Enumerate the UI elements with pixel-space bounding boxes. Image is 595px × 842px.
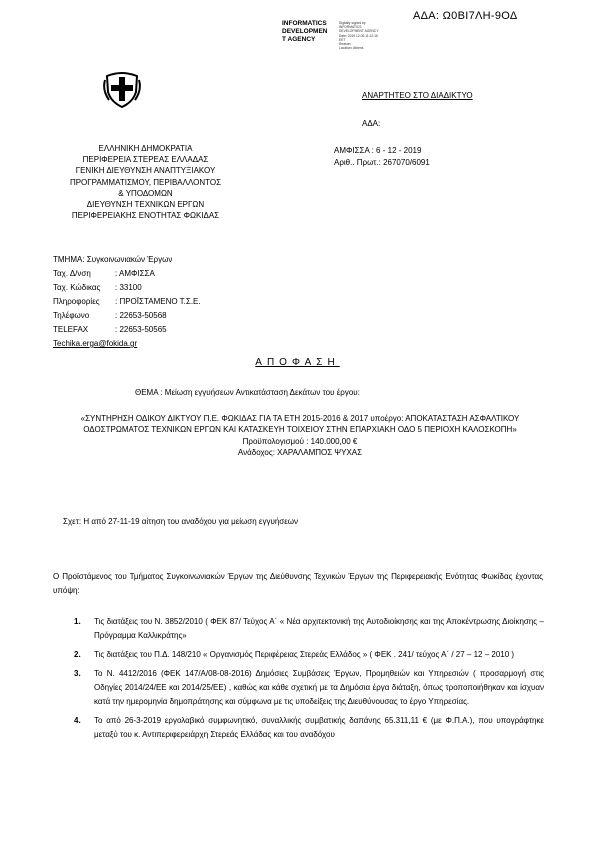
field-value: : 22653-50568 bbox=[115, 311, 167, 320]
item-number: 3. bbox=[74, 669, 81, 678]
authority-line: ΕΛΛΗΝΙΚΗ ΔΗΜΟΚΡΑΤΙΑ bbox=[98, 144, 193, 153]
protocol-number: Αριθ.. Πρωτ.: 267070/6091 bbox=[334, 157, 430, 167]
reference-line: Σχετ: Η από 27-11-19 αίτηση του αναδόχου για μείωση εγγυήσεων bbox=[63, 517, 299, 526]
field-key: Πληροφορίες bbox=[53, 297, 100, 306]
signature-line: INFORMATICS bbox=[282, 20, 327, 27]
signature-detail: Digitally signed by bbox=[339, 21, 366, 25]
signature-line: DEVELOPMEN bbox=[282, 28, 328, 35]
ada-label: ΑΔΑ: bbox=[362, 119, 381, 128]
document-meta bbox=[334, 145, 430, 168]
item-text: Τις διατάξεις του Π.Δ. 148/210 « Οργανισμός Περιφέρειας Στερεάς Ελλάδος » ( ΦΕΚ . 241/ τεύχος Α΄ / 27 – 12 – 2010 ) bbox=[94, 650, 515, 659]
signature-detail: INFORMATICS bbox=[339, 25, 362, 30]
ada-code-top: ΑΔΑ: Ω0ΒΙ7ΛΗ-9ΟΔ bbox=[413, 10, 518, 22]
info-row bbox=[53, 295, 201, 309]
subject-line: ΘΕΜΑ : Μείωση εγγυήσεων Αντικατάσταση Δεκάτων του έργου: bbox=[135, 388, 360, 397]
field-value: : ΠΡΟΪΣΤΑΜΕΝΟ Τ.Σ.Ε. bbox=[115, 297, 201, 306]
department-name: ΤΜΗΜΑ: Συγκοινωνιακών Έργων bbox=[53, 255, 173, 264]
email-link[interactable]: Techika.erga@fokida.gr bbox=[53, 339, 138, 348]
authority-line: ΔΙΕΥΘΥΝΣΗ ΤΕΧΝΙΚΩΝ ΕΡΓΩΝ bbox=[86, 200, 205, 210]
project-description bbox=[55, 413, 545, 459]
field-value: : 33100 bbox=[115, 283, 142, 292]
signature-detail: Reason: bbox=[339, 42, 352, 47]
signature-detail: EET bbox=[339, 37, 346, 42]
field-key: TELEFAX bbox=[53, 325, 89, 334]
place-date: ΑΜΦΙΣΣΑ : 6 - 12 - 2019 bbox=[334, 146, 422, 155]
field-key: Τηλέφωνο bbox=[53, 311, 90, 320]
fax-row bbox=[53, 323, 201, 337]
greek-emblem-icon bbox=[103, 68, 141, 113]
item-number: 1. bbox=[74, 617, 81, 626]
signature-line: T AGENCY bbox=[282, 36, 316, 43]
item-text: Το Ν. 4412/2016 (ΦΕΚ 147/Α/08-08-2016) Δημόσιες Συμβάσεις Έργων, Προμηθειών και Υπηρεσιών ( προσαρμογή στις Οδηγίες 2014/24/ΕΕ και 2014/25/ΕΕ) , καθώς και κάθε σχετική με τα Δημόσια έργα διάταξη, όπως τροποποιήθηκαν και ίσχυαν κατά την ημερομηνία δημοπράτησης και σύμφωνα με τις υποδείξεις της Διευθύνουσας το έργο Υπηρεσίας. bbox=[94, 669, 544, 706]
field-key: Ταχ. Κώδικας bbox=[53, 283, 101, 292]
intro-paragraph: Ο Προϊστάμενος του Τμήματος Συγκοινωνιακών Έργων της Διεύθυνσης Τεχνικών Έργων της Περιφερειακής Ενότητας Φωκίδας έχοντας υπόψη: bbox=[53, 572, 543, 595]
postal-code-row bbox=[53, 281, 201, 295]
project-budget: Προϋπολογισμού : 140.000,00 € bbox=[242, 436, 358, 446]
issuing-authority bbox=[40, 143, 251, 221]
field-key: Ταχ. Δ/νση bbox=[53, 269, 91, 278]
authority-line: & ΥΠΟΔΟΜΩΝ bbox=[118, 188, 173, 198]
authority-line: ΠΕΡΙΦΕΡΕΙΑΚΗΣ ΕΝΟΤΗΤΑΣ ΦΩΚΙΔΑΣ bbox=[71, 211, 220, 221]
field-value: : 22653-50565 bbox=[115, 325, 167, 334]
signature-detail: Location: Athens bbox=[339, 46, 364, 51]
project-title: «ΣΥΝΤΗΡΗΣΗ ΟΔΙΚΟΥ ΔΙΚΤΥΟΥ Π.Ε. ΦΩΚΙΔΑΣ ΓΙΑ ΤΑ ΕΤΗ 2015-2016 & 2017 υποέργο: ΑΠΟΚΑΤΑΣΤΑΣΗ ΑΣΦΑΛΤΙΚΟΥ ΟΔΟΣΤΡΩΜΑΤΟΣ ΤΕΧΝΙΚΩΝ ΕΡΓΩΝ ΚΑΙ ΚΑΤΑΣΚΕΥΗ ΤΟΙΧΕΙΟΥ ΣΤΗΝ ΕΠΑΡΧΙΑΚΗ ΟΔΟ 5 ΠΕΡΙΟΧΗ ΚΑΛΟΣΚΟΠΗ» bbox=[80, 414, 520, 435]
phone-row bbox=[53, 309, 201, 323]
project-contractor: Ανάδοχος: ΧΑΡΑΛΑΜΠΟΣ ΨΥΧΑΣ bbox=[237, 448, 363, 458]
authority-line: ΠΕΡΙΦΕΡΕΙΑ ΣΤΕΡΕΑΣ ΕΛΛΑΔΑΣ bbox=[82, 155, 209, 165]
address-row bbox=[53, 267, 201, 281]
field-value: : ΑΜΦΙΣΣΑ bbox=[115, 269, 155, 278]
signature-detail: Date: 2019.12.06 11:12:16 bbox=[339, 33, 378, 38]
list-item bbox=[74, 615, 544, 643]
department-info bbox=[53, 253, 201, 351]
item-text: Το από 26-3-2019 εργολαβικό συμφωνητικό, συναλλικής συμβατικής δαπάνης 65.311,11 € (με Φ.Π.Α.), που υπογράφτηκε μεταξύ του κ. Αντιπεριφερειάρχη Στερεάς Ελλάδας και του αναδόχου bbox=[94, 716, 544, 739]
signature-agency-name bbox=[282, 20, 328, 44]
document-title: ΑΠΟΦΑΣΗ bbox=[255, 357, 340, 368]
item-number: 2. bbox=[74, 650, 81, 659]
list-item bbox=[74, 648, 544, 662]
considerations-list bbox=[74, 615, 544, 747]
signature-detail: DEVELOPMENT AGENCY bbox=[339, 29, 379, 34]
item-number: 4. bbox=[74, 716, 81, 725]
list-item bbox=[74, 667, 544, 709]
authority-line: ΠΡΟΓΡΑΜΜΑΤΙΣΜΟΥ, ΠΕΡΙΒΑΛΛΟΝΤΟΣ bbox=[69, 177, 222, 187]
digital-signature-details bbox=[339, 21, 379, 50]
item-text: Τις διατάξεις του Ν. 3852/2010 ( ΦΕΚ 87/ Τεύχος Α΄ « Νέα αρχιτεκτονική της Αυτοδιοίκησης και της Αποκέντρωσης Διοίκησης – Πρόγραμμα Καλλικράτης» bbox=[94, 617, 544, 640]
authority-line: ΓΕΝΙΚΗ ΔΙΕΥΘΥΝΣΗ ΑΝΑΠΤΥΞΙΑΚΟΥ bbox=[75, 166, 216, 176]
list-item bbox=[74, 714, 544, 742]
publish-online-label: ΑΝΑΡΤΗΤΕΟ ΣΤΟ ΔΙΑΔΙΚΤΥΟ bbox=[362, 91, 473, 100]
